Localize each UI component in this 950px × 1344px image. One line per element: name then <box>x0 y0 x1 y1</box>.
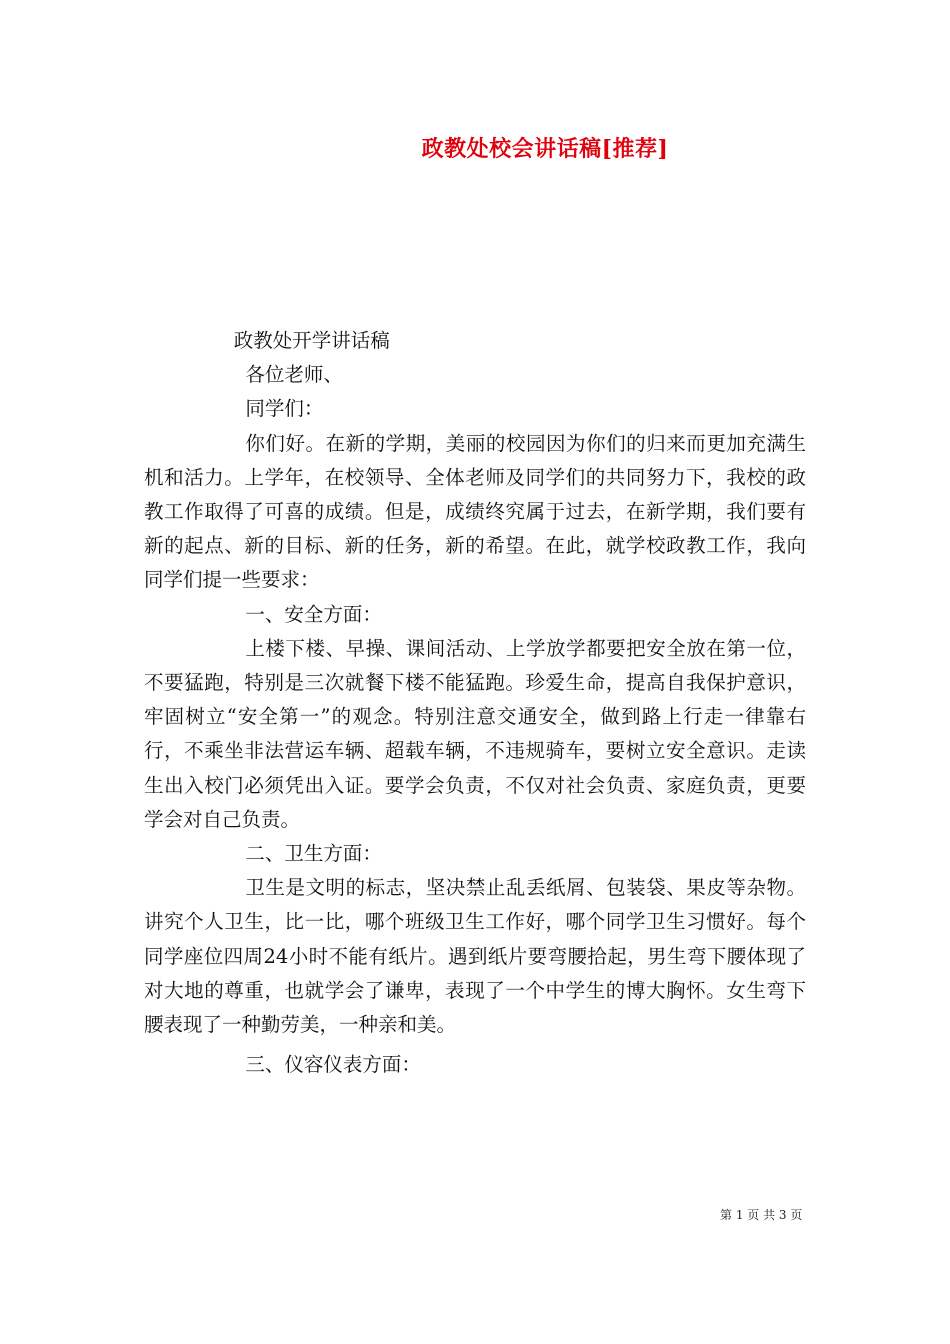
document-title: 政教处校会讲话稿[推荐] <box>421 136 669 162</box>
section-heading-appearance: 三、仪容仪表方面： <box>245 1053 421 1077</box>
speech-subtitle: 政教处开学讲话稿 <box>233 329 390 352</box>
section-body-safety: 上楼下楼、早操、课间活动、上学放学都要把安全放在第一位，不要猛跑，特别是三次就餐下楼不能猛跑。珍爱生命，提高自我保护意识，牢固树立“安全第一”的观念。特别注意交通安全，做到路上行走一律靠右行，不乘坐非法营运车辆、超载车辆，不违规骑车，要树立安全意识。走读生出入校门必须凭出入证。要学会负责，不仅对社会负责、家庭负责，更要学会对自己负责。 <box>144 636 806 831</box>
section-body-hygiene: 卫生是文明的标志，坚决禁止乱丢纸屑、包装袋、果皮等杂物。讲究个人卫生，比一比，哪个班级卫生工作好，哪个同学卫生习惯好。每个同学座位四周24小时不能有纸片。遇到纸片要弯腰拾起，男生弯下腰体现了对大地的尊重，也就学会了谦卑，表现了一个中学生的博大胸怀。女生弯下腰表现了一种勤劳美，一种亲和美。 <box>144 876 806 1037</box>
salutation-teachers: 各位老师、 <box>245 363 343 387</box>
page-number: 第 1 页 共 3 页 <box>720 1208 803 1222</box>
section-heading-hygiene: 二、卫生方面： <box>245 842 382 866</box>
intro-paragraph: 你们好。在新的学期，美丽的校园因为你们的归来而更加充满生机和活力。上学年，在校领导、全体老师及同学们的共同努力下，我校的政教工作取得了可喜的成绩。但是，成绩终究属于过去，在新学期，我们要有新的起点、新的目标、新的任务，新的希望。在此，就学校政教工作，我向同学们提一些要求： <box>144 431 806 592</box>
salutation-students: 同学们： <box>245 397 324 421</box>
document-body <box>144 324 806 1082</box>
section-heading-safety: 一、安全方面： <box>245 602 382 626</box>
